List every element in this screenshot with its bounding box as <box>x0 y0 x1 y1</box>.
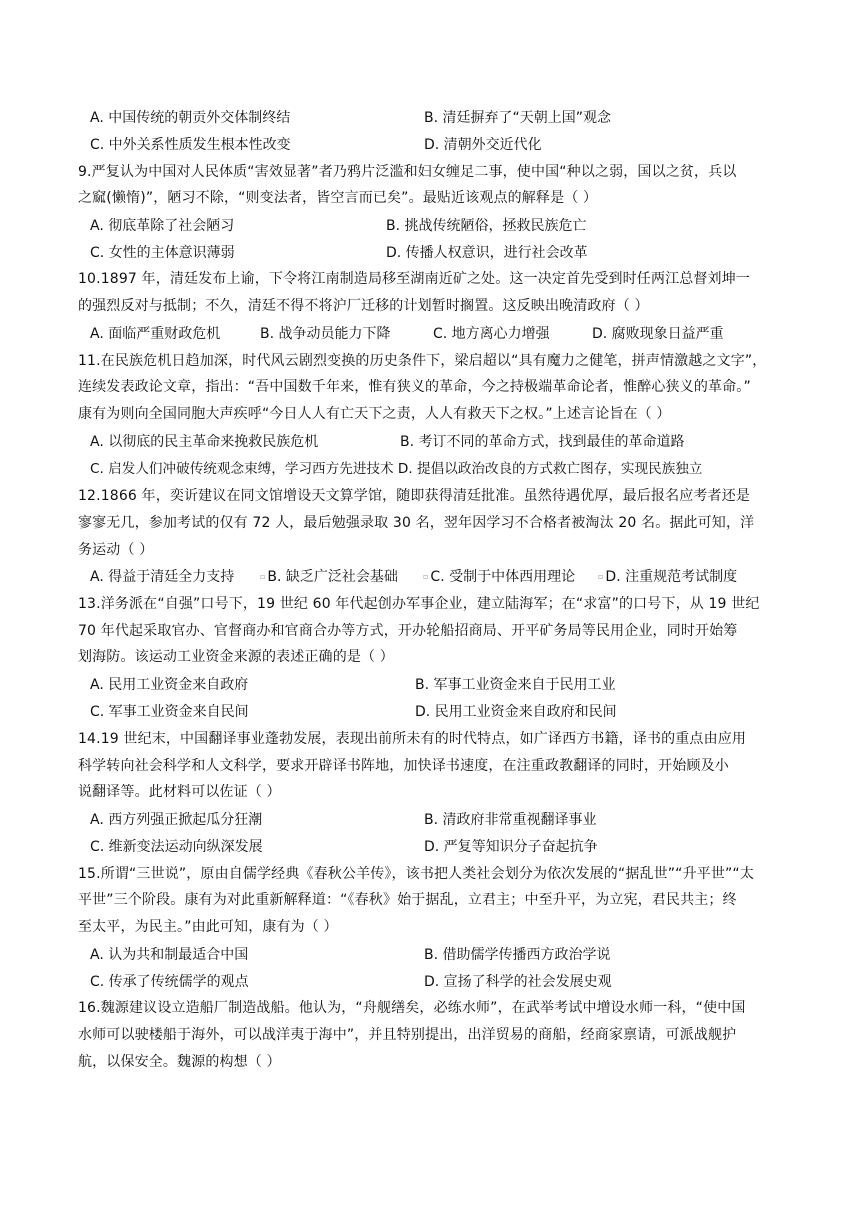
bullet-dot-icon: ▫ <box>598 572 604 581</box>
q16-stem-line-3: 航，以保安全。魏源的构想（ ） <box>78 1054 281 1070</box>
q15-option-a: A. 认为共和制最适合中国 <box>90 947 249 963</box>
q9-stem-line-2: 之窳(懒惰)”，陋习不除，“则变法者，皆空言而已矣”。最贴近该观点的解释是（ ） <box>78 190 598 206</box>
q12-option-c-text: C. 受制于中体西用理论 <box>430 569 576 585</box>
q11-stem-line-2: 连续发表政论文章，指出：“吾中国数千年来，惟有狭义的革命，今之持极端革命论者，惟醉心狭义的革命。” <box>78 379 751 395</box>
q12-option-d-text: D. 注重规范考试制度 <box>605 569 738 585</box>
q14-stem-line-3: 说翻译等。此材料可以佐证（ ） <box>78 784 281 800</box>
q8-option-c: C. 中外关系性质发生根本性改变 <box>90 137 291 153</box>
q12-stem-line-2: 寥寥无几，参加考试的仅有 72 人，最后勉强录取 30 名，翌年因学习不合格者被淘汰 20 名。据此可知，洋 <box>78 515 755 531</box>
q11-option-a: A. 以彻底的民主革命来挽救民族危机 <box>90 434 319 450</box>
q9-option-a: A. 彻底革除了社会陋习 <box>90 218 235 234</box>
q13-option-d: D. 民用工业资金来自政府和民间 <box>415 704 617 720</box>
q16-stem-line-1: 16.魏源建议设立造船厂制造战船。他认为，“舟舰缮矣，必练水师”，在武举考试中增设水师一科，“使中国 <box>78 1000 746 1016</box>
q12-option-b <box>260 567 398 587</box>
q14-option-d: D. 严复等知识分子奋起抗争 <box>424 839 598 855</box>
q14-option-c: C. 维新变法运动向纵深发展 <box>90 839 263 855</box>
q13-option-c: C. 军事工业资金来自民间 <box>90 704 249 720</box>
q10-stem-line-2: 的强烈反对与抵制；不久，清廷不得不将沪厂迁移的计划暂时搁置。这反映出晚清政府（ ） <box>78 298 649 314</box>
q13-stem-line-3: 划海防。该运动工业资金来源的表述正确的是（ ） <box>78 649 394 665</box>
q10-option-b: B. 战争动员能力下降 <box>260 326 391 342</box>
q12-stem-line-3: 务运动（ ） <box>78 542 154 558</box>
q10-option-c: C. 地方离心力增强 <box>433 326 550 342</box>
q15-option-b: B. 借助儒学传播西方政治学说 <box>424 947 611 963</box>
q9-option-c: C. 女性的主体意识薄弱 <box>90 245 235 261</box>
bullet-dot-icon: ▫ <box>260 572 266 581</box>
q11-option-c-d: C. 启发人们冲破传统观念束缚，学习西方先进技术 D. 提倡以政治改良的方式救亡图存，实现民族独立 <box>90 461 703 477</box>
q12-option-a: A. 得益于清廷全力支持 <box>90 569 235 585</box>
q11-stem-line-1: 11.在民族危机日趋加深，时代风云剧烈变换的历史条件下，梁启超以“具有魔力之健笔，拼声情激越之文字”， <box>78 353 767 369</box>
q12-stem-line-1: 12.1866 年，奕䜣建议在同文馆增设天文算学馆，随即获得清廷批准。虽然待遇优厚，最后报名应考者还是 <box>78 488 750 504</box>
q15-option-d: D. 宣扬了科学的社会发展史观 <box>424 974 612 990</box>
q8-option-a: A. 中国传统的朝贡外交体制终结 <box>90 110 291 126</box>
q15-stem-line-1: 15.所谓“三世说”，原由自儒学经典《春秋公羊传》，该书把人类社会划分为依次发展的“据乱世”“升平世”“太 <box>78 866 754 882</box>
q9-option-b: B. 挑战传统陋俗，拯救民族危亡 <box>386 218 587 234</box>
q14-option-b: B. 清政府非常重视翻译事业 <box>424 812 597 828</box>
q15-stem-line-2: 平世”三个阶段。康有为对此重新解释道：“《春秋》始于据乱，立君主；中至升平，为立宪，君民共主；终 <box>78 892 737 908</box>
q9-option-d: D. 传播人权意识，进行社会改革 <box>386 245 588 261</box>
q13-stem-line-2: 70 年代起采取官办、官督商办和官商合办等方式，开办轮船招商局、开平矿务局等民用企业，同时开始筹 <box>78 623 738 639</box>
q10-stem-line-1: 10.1897 年，清廷发布上谕，下令将江南制造局移至湖南近矿之处。这一决定首先受到时任两江总督刘坤一 <box>78 271 750 287</box>
q16-stem-line-2: 水师可以驶楼船于海外，可以战洋夷于海中”，并且特别提出，出洋贸易的商船，经商家禀请，可派战舰护 <box>78 1027 737 1043</box>
q13-stem-line-1: 13.洋务派在“自强”口号下，19 世纪 60 年代起创办军事企业，建立陆海军；在“求富”的口号下，从 19 世纪 <box>78 596 760 612</box>
q8-option-b: B. 清廷摒弃了“天朝上国”观念 <box>424 110 612 126</box>
q15-stem-line-3: 至太平，为民主。”由此可知，康有为（ ） <box>78 919 338 935</box>
q14-stem-line-1: 14.19 世纪末，中国翻译事业蓬勃发展，表现出前所未有的时代特点，如广译西方书籍，译书的重点由应用 <box>78 731 747 747</box>
q9-stem-line-1: 9.严复认为中国对人民体质“害效显著”者乃鸦片泛滥和妇女缠足二事，使中国“种以之弱，国以之贫，兵以 <box>78 164 737 180</box>
q13-option-a: A. 民用工业资金来自政府 <box>90 677 249 693</box>
q11-option-b: B. 考订不同的革命方式，找到最佳的革命道路 <box>400 434 685 450</box>
q14-stem-line-2: 科学转向社会科学和人文科学，要求开辟译书阵地，加快译书速度，在注重政教翻译的同时，开始顾及小 <box>78 758 729 774</box>
q13-option-b: B. 军事工业资金来自于民用工业 <box>415 677 616 693</box>
q8-option-d: D. 清朝外交近代化 <box>424 137 542 153</box>
q12-option-c <box>423 567 575 587</box>
q15-option-c: C. 传承了传统儒学的观点 <box>90 974 249 990</box>
q14-option-a: A. 西方列强正掀起瓜分狂潮 <box>90 812 263 828</box>
q11-stem-line-3: 康有为则向全国同胞大声疾呼“今日人人有亡天下之责，人人有救天下之权。”上述言论旨在（ ） <box>78 406 671 422</box>
q10-option-d: D. 腐败现象日益严重 <box>592 326 724 342</box>
q12-option-b-text: B. 缺乏广泛社会基础 <box>267 569 398 585</box>
q10-option-a: A. 面临严重财政危机 <box>90 326 221 342</box>
bullet-dot-icon: ▫ <box>423 572 429 581</box>
q12-option-d <box>598 567 737 587</box>
